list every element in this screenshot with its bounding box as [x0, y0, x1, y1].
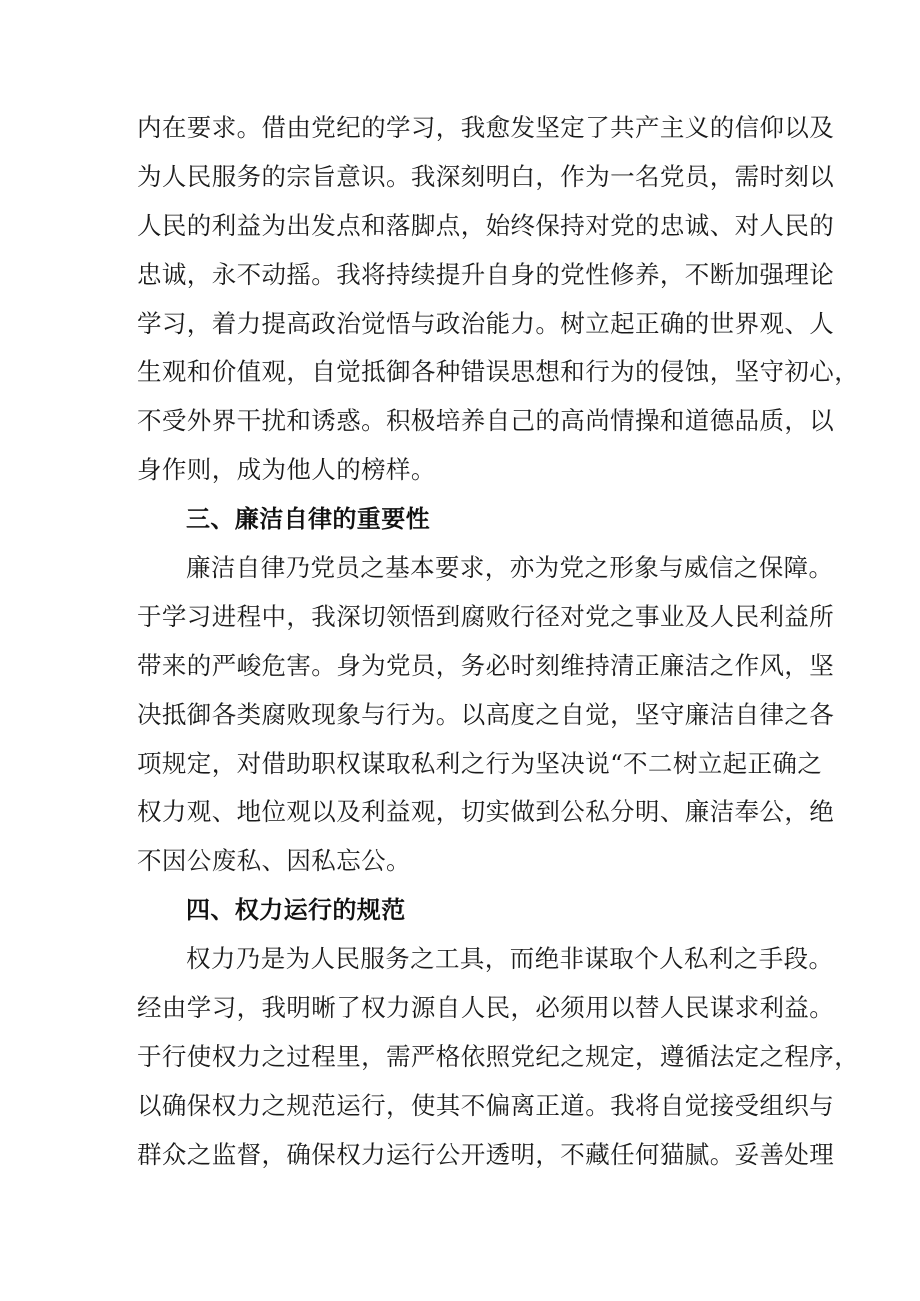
text-line: 忠诚，永不动摇。我将持续提升自身的党性修养，不断加强理论 — [137, 259, 835, 289]
text-line: 权力乃是为人民服务之工具，而绝非谋取个人私利之手段。 — [186, 944, 834, 974]
section-heading-integrity: 三、廉洁自律的重要性 — [186, 505, 430, 534]
text-line: 生观和价值观，自觉抵御各种错误思想和行为的侵蚀，坚守初心， — [137, 357, 860, 387]
text-line: 带来的严峻危害。身为党员，务必时刻维持清正廉洁之作风，坚 — [137, 650, 835, 680]
text-line: 人民的利益为出发点和落脚点，始终保持对党的忠诚、对人民的 — [137, 210, 835, 240]
text-line: 以确保权力之规范运行，使其不偏离正道。我将自觉接受组织与 — [137, 1090, 835, 1120]
paragraph-integrity — [137, 544, 835, 886]
text-line: 内在要求。借由党纪的学习，我愈发坚定了共产主义的信仰以及 — [137, 113, 835, 142]
text-line: 经由学习，我明晰了权力源自人民，必须用以替人民谋求利益。 — [137, 993, 835, 1023]
section-heading-power-regulation: 四、权力运行的规范 — [186, 896, 406, 925]
document-body — [137, 104, 860, 1180]
paragraph-party-discipline-faith — [137, 104, 860, 495]
text-line: 群众之监督，确保权力运行公开透明，不藏任何猫腻。妥善处理 — [137, 1139, 835, 1169]
paragraph-power-regulation — [137, 935, 860, 1179]
text-line: 决抵御各类腐败现象与行为。以高度之自觉，坚守廉洁自律之各 — [137, 699, 835, 729]
text-line: 廉洁自律乃党员之基本要求，亦为党之形象与威信之保障。 — [186, 553, 834, 583]
text-line: 不因公废私、因私忘公。 — [137, 846, 411, 876]
text-line: 项规定，对借助职权谋取私利之行为坚决说“不二树立起正确之 — [137, 748, 823, 778]
text-line: 为人民服务的宗旨意识。我深刻明白，作为一名党员，需时刻以 — [137, 161, 835, 191]
text-line: 身作则，成为他人的榜样。 — [137, 455, 436, 485]
text-line: 权力观、地位观以及利益观，切实做到公私分明、廉洁奉公，绝 — [137, 797, 835, 827]
text-line: 于行使权力之过程里，需严格依照党纪之规定，遵循法定之程序， — [137, 1041, 860, 1071]
text-line: 不受外界干扰和诱惑。积极培养自己的高尚情操和道德品质，以 — [137, 406, 835, 436]
text-line: 学习，着力提高政治觉悟与政治能力。树立起正确的世界观、人 — [137, 308, 835, 338]
text-line: 于学习进程中，我深切领悟到腐败行径对党之事业及人民利益所 — [137, 601, 835, 631]
